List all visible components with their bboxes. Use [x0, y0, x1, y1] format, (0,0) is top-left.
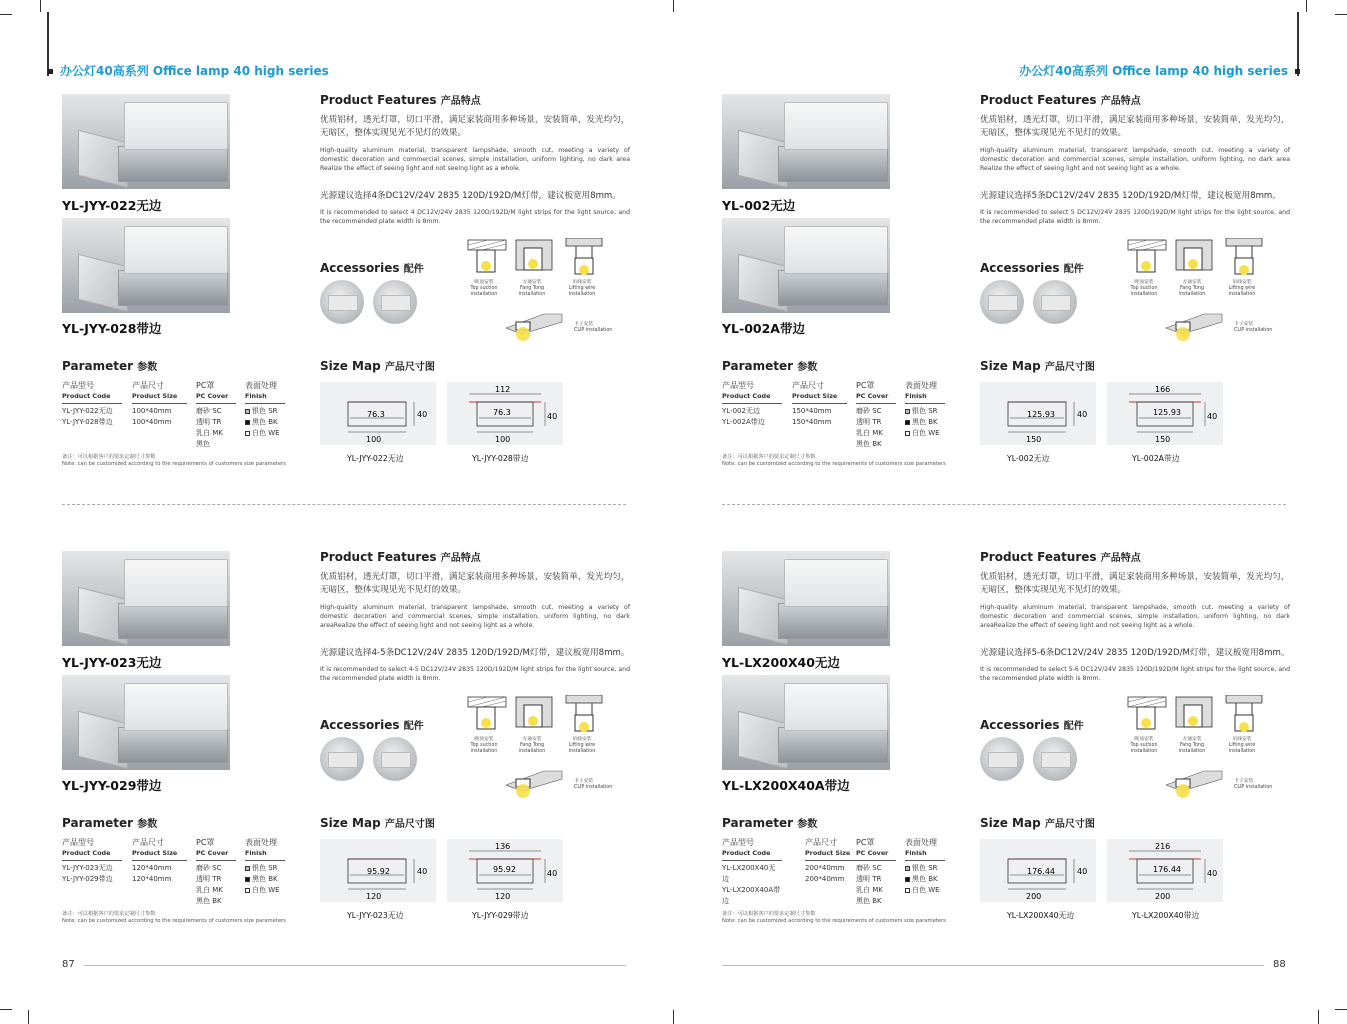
model-name-b: YL-JYY-028带边	[62, 321, 162, 336]
parameter-table: 产品型号 Product Code YL-002无边 YL-002A带边 产品尺寸 Product Size 150*40mm 150*40mm PC罩 PC Cover 磨砂 SC 透明 TR 乳白 MK 黑色 BK 表面处理 Finish 银色 SR 黑色 BK 白色 WE	[722, 380, 952, 450]
product-photo-b	[722, 218, 890, 313]
feature-text-en: High-quality aluminum material, transparent lampshade, smooth cut, meeting a variety of domestic decoration and commercial scenes, simple installation, uniform lighting, no dark areaRealize the effect of seeing light and not seeing light as a whole.	[980, 604, 1290, 629]
accessory-clip-icon	[1033, 280, 1077, 324]
dimension-label: 125.93	[1027, 410, 1055, 419]
product-photo-a	[62, 551, 230, 646]
inst-clip-label: 卡子安装 CLIP installation	[1234, 322, 1273, 333]
product-section-s1	[62, 94, 652, 534]
dimension-label: 120	[366, 892, 382, 901]
dimension-label: 200	[1026, 892, 1042, 901]
feature-text-en: High-quality aluminum material, transparent lampshade, smooth cut, meeting a variety of domestic decoration and commercial scenes, simple installation, uniform lighting, no dark area Realize the effect of seeing light and not seeing light as a whole.	[320, 147, 630, 172]
dimension-label: 100	[366, 435, 382, 444]
accessory-endcap-icon	[980, 737, 1024, 781]
light-advice-cn: 光源建议选择4条DC12V/24V 2835 120D/192D/M灯带，建议板宽用8mm。	[320, 191, 621, 201]
product-photo-a	[722, 551, 890, 646]
model-name-a: YL-002无边	[722, 198, 796, 213]
dimension-label: 40	[1207, 869, 1218, 878]
feature-text-cn: 优质铝材，透光灯罩，切口平滑，满足家装商用多种场景，安装简单，发光均匀，无暗区，整体实现见光不见灯的效果。	[980, 572, 1290, 595]
dimension-label: 112	[495, 385, 511, 394]
dimension-label: 100	[495, 435, 511, 444]
size-diagram-a	[980, 839, 1096, 902]
dimension-label: 40	[417, 410, 428, 419]
parameter-heading: Parameter 参数	[722, 816, 818, 830]
size-diagram-b	[447, 382, 563, 445]
inst-top-label: 吸顶安装 Top suction installation	[1130, 737, 1158, 754]
inst-lift-label: 吊线安装 Lifting wire installation	[1228, 737, 1256, 754]
crop-mark	[1306, 0, 1307, 12]
product-photo-a	[722, 94, 890, 189]
dimension-label: 166	[1155, 385, 1171, 394]
product-photo-b	[62, 675, 230, 770]
dimension-label: 120	[495, 892, 511, 901]
product-section-s4	[722, 551, 1312, 991]
parameter-note: 备注：可以根据客户的要求定制尺寸参数 Note: can be customized according to the requirements of customers size parameters	[62, 911, 286, 924]
size-diagram-b	[1107, 839, 1223, 902]
product-photo-a	[62, 94, 230, 189]
model-name-b: YL-JYY-029带边	[62, 778, 162, 793]
inst-top-label: 吸顶安装 Top suction installation	[470, 737, 498, 754]
light-advice-cn: 光源建议选择5-6条DC12V/24V 2835 120D/192D/M灯带，建议板宽用8mm。	[980, 648, 1290, 658]
size-caption-b: YL-JYY-028带边	[472, 454, 529, 463]
section-divider	[722, 504, 1286, 505]
dimension-label: 176.44	[1153, 865, 1181, 874]
inst-fang-label: 方通安装 Fang Tong installation	[1178, 737, 1206, 754]
sizemap-heading: Size Map 产品尺寸图	[980, 359, 1095, 373]
product-section-s3	[62, 551, 652, 991]
light-advice-cn: 光源建议选择5条DC12V/24V 2835 120D/192D/M灯带，建议板宽用8mm。	[980, 191, 1281, 201]
right-page-header: 办公灯40高系列 Office lamp 40 high series	[1019, 62, 1300, 79]
light-advice-cn: 光源建议选择4-5条DC12V/24V 2835 120D/192D/M灯带，建议板宽用8mm。	[320, 648, 630, 658]
section-divider	[62, 504, 626, 505]
inst-clip-label: 卡子安装 CLIP installation	[574, 322, 613, 333]
size-caption-a: YL-002无边	[1007, 454, 1050, 463]
dimension-label: 176.44	[1027, 867, 1055, 876]
parameter-note: 备注：可以根据客户的要求定制尺寸参数 Note: can be customized according to the requirements of customers size parameters	[722, 454, 946, 467]
inst-clip-label: 卡子安装 CLIP installation	[1234, 779, 1273, 790]
crop-mark	[673, 1010, 674, 1024]
accessories-heading: Accessories 配件	[320, 718, 424, 732]
parameter-table: 产品型号 Product Code YL-LX200X40无边 YL-LX200X40A带边 产品尺寸 Product Size 200*40mm 200*40mm PC罩 PC Cover 磨砂 SC 透明 TR 乳白 MK 黑色 BK 表面处理 Finish 银色 SR 黑色 BK 白色 WE	[722, 837, 952, 907]
parameter-note: 备注：可以根据客户的要求定制尺寸参数 Note: can be customized according to the requirements of customers size parameters	[722, 911, 946, 924]
crop-mark	[28, 1010, 29, 1024]
crop-mark	[1335, 1009, 1347, 1010]
feature-text-cn: 优质铝材，透光灯罩，切口平滑，满足家装商用多种场景，安装简单，发光均匀，无暗区，整体实现见光不见灯的效果。	[980, 115, 1290, 138]
footer-line	[84, 965, 626, 966]
accessories-heading: Accessories 配件	[320, 261, 424, 275]
sizemap-heading: Size Map 产品尺寸图	[320, 359, 435, 373]
size-caption-a: YL-JYY-023无边	[347, 911, 404, 920]
size-diagram-a	[980, 382, 1096, 445]
model-name-b: YL-LX200X40A带边	[722, 778, 850, 793]
product-photo-b	[62, 218, 230, 313]
inst-fang-label: 方通安装 Fang Tong installation	[518, 737, 546, 754]
model-name-b: YL-002A带边	[722, 321, 805, 336]
accessories-heading: Accessories 配件	[980, 718, 1084, 732]
dimension-label: 125.93	[1153, 408, 1181, 417]
dimension-label: 40	[1077, 867, 1088, 876]
accessory-clip-icon	[373, 737, 417, 781]
inst-lift-label: 吊线安装 Lifting wire installation	[568, 737, 596, 754]
size-diagram-a	[320, 382, 436, 445]
size-caption-b: YL-JYY-029带边	[472, 911, 529, 920]
model-name-a: YL-JYY-023无边	[62, 655, 162, 670]
light-advice-en: It is recommended to select 5-6 DC12V/24V 2835 120D/192D/M light strips for the light source, and the recommended plate width is 8mm.	[980, 666, 1290, 682]
feature-text-cn: 优质铝材，透光灯罩，切口平滑，满足家装商用多种场景，安装简单，发光均匀，无暗区，整体实现见光不见灯的效果。	[320, 115, 630, 138]
dimension-label: 136	[495, 842, 511, 851]
parameter-heading: Parameter 参数	[62, 359, 158, 373]
sizemap-heading: Size Map 产品尺寸图	[980, 816, 1095, 830]
dimension-label: 40	[547, 869, 558, 878]
dimension-label: 95.92	[367, 867, 390, 876]
accessories-heading: Accessories 配件	[980, 261, 1084, 275]
dimension-label: 40	[1077, 410, 1088, 419]
inst-lift-label: 吊线安装 Lifting wire installation	[1228, 280, 1256, 297]
dimension-label: 40	[417, 867, 428, 876]
dimension-label: 150	[1026, 435, 1042, 444]
size-caption-a: YL-LX200X40无边	[1007, 911, 1075, 920]
feature-text-en: High-quality aluminum material, transparent lampshade, smooth cut, meeting a variety of domestic decoration and commercial scenes, simple installation, uniform lighting, no dark areaRealize the effect of seeing light and not seeing light as a whole.	[320, 604, 630, 629]
feature-text-en: High-quality aluminum material, transparent lampshade, smooth cut, meeting a variety of domestic decoration and commercial scenes, simple installation, uniform lighting, no dark area Realize the effect of seeing light and not seeing light as a whole.	[980, 147, 1290, 172]
dimension-label: 40	[1207, 412, 1218, 421]
inst-fang-label: 方通安装 Fang Tong installation	[518, 280, 546, 297]
product-photo-b	[722, 675, 890, 770]
crop-mark	[40, 0, 41, 12]
accessory-clip-icon	[373, 280, 417, 324]
product-section-s2	[722, 94, 1312, 534]
light-advice-en: It is recommended to select 4-5 DC12V/24V 2835 120D/192D/M light strips for the light source, and the recommended plate width is 8mm.	[320, 666, 630, 682]
inst-top-label: 吸顶安装 Top suction installation	[470, 280, 498, 297]
inst-fang-label: 方通安装 Fang Tong installation	[1178, 280, 1206, 297]
size-diagram-b	[447, 839, 563, 902]
accessory-endcap-icon	[320, 737, 364, 781]
features-heading: Product Features 产品特点	[980, 550, 1141, 564]
features-heading: Product Features 产品特点	[320, 550, 481, 564]
dimension-label: 150	[1155, 435, 1171, 444]
dimension-label: 200	[1155, 892, 1171, 901]
parameter-table: 产品型号 Product Code YL-JYY-022无边 YL-JYY-028带边 产品尺寸 Product Size 100*40mm 100*40mm PC罩 PC Cover 磨砂 SC 透明 TR 乳白 MK 黑色 表面处理 Finish 银色 SR 黑色 BK 白色 WE	[62, 380, 292, 450]
crop-mark	[673, 0, 674, 12]
accessory-endcap-icon	[980, 280, 1024, 324]
features-heading: Product Features 产品特点	[980, 93, 1141, 107]
accessory-clip-icon	[1033, 737, 1077, 781]
inst-clip-label: 卡子安装 CLIP installation	[574, 779, 613, 790]
size-caption-b: YL-002A带边	[1132, 454, 1180, 463]
size-caption-a: YL-JYY-022无边	[347, 454, 404, 463]
size-caption-b: YL-LX200X40带边	[1132, 911, 1200, 920]
size-diagram-b	[1107, 382, 1223, 445]
dimension-label: 40	[547, 412, 558, 421]
footer-line	[722, 965, 1264, 966]
crop-mark	[1318, 1010, 1319, 1024]
light-advice-en: It is recommended to select 4 DC12V/24V 2835 120D/192D/M light strips for the light source, and the recommended plate width is 8mm.	[320, 209, 630, 225]
dimension-label: 76.3	[493, 408, 511, 417]
inst-top-label: 吸顶安装 Top suction installation	[1130, 280, 1158, 297]
page-number-left: 87	[62, 959, 75, 970]
accessory-endcap-icon	[320, 280, 364, 324]
parameter-note: 备注：可以根据客户的要求定制尺寸参数 Note: can be customized according to the requirements of customers size parameters	[62, 454, 286, 467]
left-page-header: 办公灯40高系列 Office lamp 40 high series	[48, 62, 329, 79]
dimension-label: 216	[1155, 842, 1171, 851]
model-name-a: YL-JYY-022无边	[62, 198, 162, 213]
sizemap-heading: Size Map 产品尺寸图	[320, 816, 435, 830]
dimension-label: 95.92	[493, 865, 516, 874]
page-number-right: 88	[1273, 959, 1286, 970]
parameter-heading: Parameter 参数	[722, 359, 818, 373]
inst-lift-label: 吊线安装 Lifting wire installation	[568, 280, 596, 297]
feature-text-cn: 优质铝材，透光灯罩，切口平滑，满足家装商用多种场景，安装简单，发光均匀，无暗区，整体实现见光不见灯的效果。	[320, 572, 630, 595]
dimension-label: 76.3	[367, 410, 385, 419]
light-advice-en: It is recommended to select 5 DC12V/24V 2835 120D/192D/M light strips for the light source, and the recommended plate width is 8mm.	[980, 209, 1290, 225]
size-diagram-a	[320, 839, 436, 902]
crop-mark	[0, 14, 12, 15]
crop-mark	[0, 1009, 12, 1010]
parameter-table: 产品型号 Product Code YL-JYY-023无边 YL-JYY-029带边 产品尺寸 Product Size 120*40mm 120*40mm PC罩 PC Cover 磨砂 SC 透明 TR 乳白 MK 黑色 BK 表面处理 Finish 银色 SR 黑色 BK 白色 WE	[62, 837, 292, 907]
features-heading: Product Features 产品特点	[320, 93, 481, 107]
model-name-a: YL-LX200X40无边	[722, 655, 840, 670]
parameter-heading: Parameter 参数	[62, 816, 158, 830]
crop-mark	[1335, 14, 1347, 15]
